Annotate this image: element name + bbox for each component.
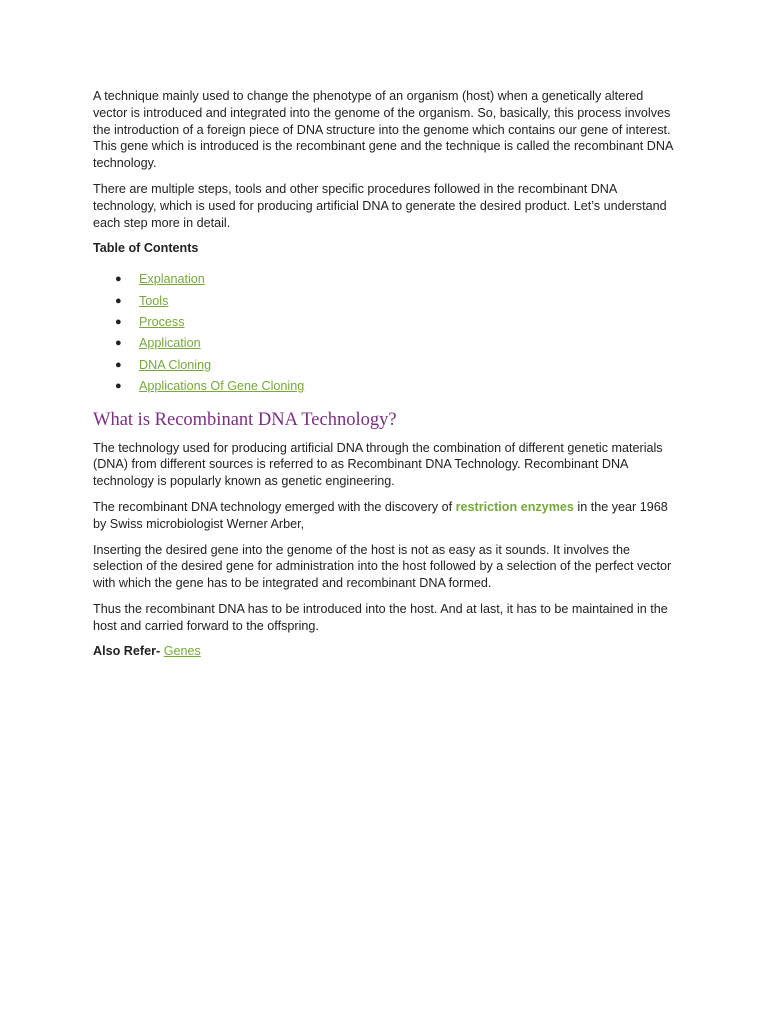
bullet-icon: ● bbox=[115, 380, 122, 393]
also-refer-line bbox=[93, 643, 673, 660]
section-paragraph-1: The technology used for producing artificial DNA through the combination of different genetic materials (DNA) from different sources is referred to as Recombinant DNA Technology. Recombinant DNA technology is popularly known as genetic engineering. bbox=[93, 440, 663, 489]
toc-link-tools[interactable]: Tools bbox=[139, 293, 169, 308]
toc-link-process[interactable]: Process bbox=[139, 314, 185, 329]
also-refer-label: Also Refer- bbox=[93, 644, 161, 659]
bullet-icon: ● bbox=[115, 315, 122, 328]
paragraph-text: The recombinant DNA technology emerged with the discovery of bbox=[93, 499, 456, 514]
section-heading: What is Recombinant DNA Technology? bbox=[93, 409, 397, 430]
bullet-icon: ● bbox=[115, 358, 122, 371]
bullet-icon: ● bbox=[115, 337, 122, 350]
toc-item-application bbox=[93, 333, 673, 354]
genes-link[interactable]: Genes bbox=[163, 644, 201, 659]
toc-title: Table of Contents bbox=[93, 241, 199, 256]
toc-link-applications-of-gene-cloning[interactable]: Applications Of Gene Cloning bbox=[139, 379, 305, 394]
toc-item-applications-of-gene-cloning bbox=[93, 376, 673, 397]
bullet-icon: ● bbox=[115, 294, 122, 307]
toc-link-explanation[interactable]: Explanation bbox=[139, 272, 205, 287]
paragraph-text: in the year 1968 by Swiss microbiologist Werner Arber, bbox=[93, 499, 668, 531]
toc-link-dna-cloning[interactable]: DNA Cloning bbox=[139, 357, 212, 372]
bullet-icon: ● bbox=[115, 273, 122, 286]
intro-paragraph-1: A technique mainly used to change the phenotype of an organism (host) when a genetically altered vector is introduced and integrated into the genome of the organism. So, basically, this process involves the introduction of a foreign piece of DNA structure into the genome which contains our gene of interest. This gene which is introduced is the recombinant gene and the technique is called the recombinant DNA technology. bbox=[93, 89, 673, 171]
toc-item-tools bbox=[93, 291, 673, 312]
document-content bbox=[93, 88, 673, 669]
restriction-enzymes-highlight: restriction enzymes bbox=[455, 499, 574, 514]
section-paragraph-4: Thus the recombinant DNA has to be introduced into the host. And at last, it has to be maintained in the host and carried forward to the offspring. bbox=[93, 601, 668, 633]
toc-item-dna-cloning bbox=[93, 355, 673, 376]
toc-item-explanation bbox=[93, 269, 673, 290]
toc-item-process bbox=[93, 312, 673, 333]
toc-list bbox=[93, 269, 673, 397]
section-paragraph-3: Inserting the desired gene into the genome of the host is not as easy as it sounds. It involves the selection of the desired gene for administration into the host followed by a selection of the perfect vector with which the gene has to be integrated and recombinant DNA formed. bbox=[93, 542, 672, 591]
toc-link-application[interactable]: Application bbox=[139, 336, 201, 351]
section-paragraph-2 bbox=[93, 499, 673, 533]
intro-paragraph-2: There are multiple steps, tools and other specific procedures followed in the recombinant DNA technology, which is used for producing artificial DNA to generate the desired product. Let’s understand each step more in detail. bbox=[93, 181, 667, 230]
